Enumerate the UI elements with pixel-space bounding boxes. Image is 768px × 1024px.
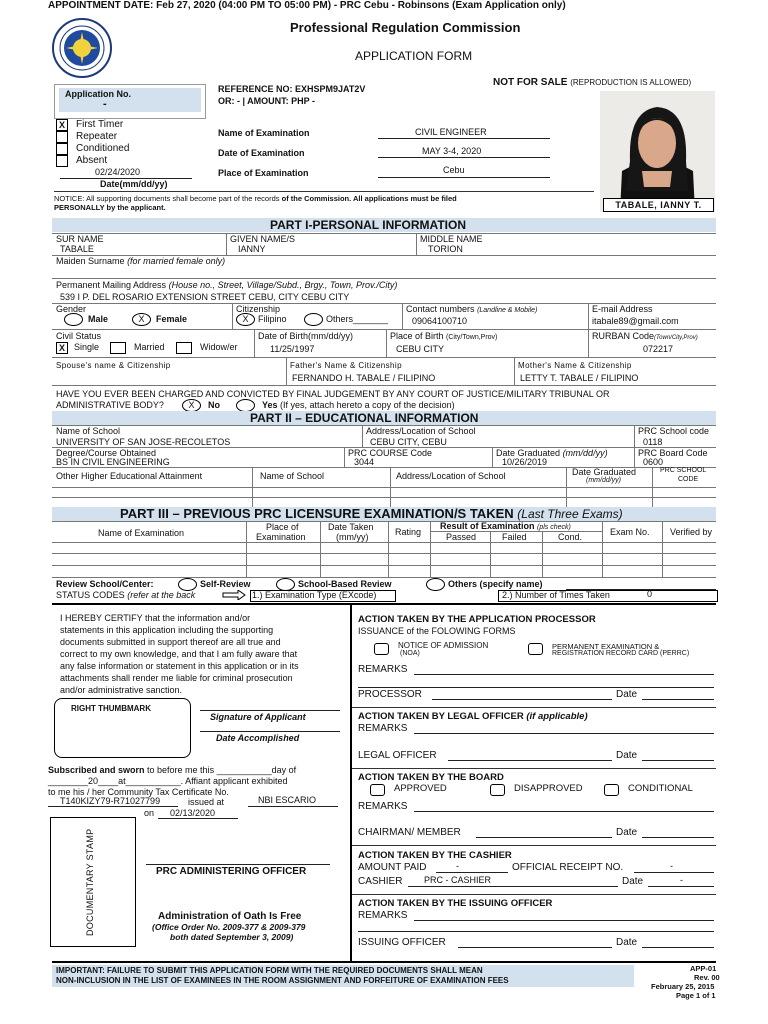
col-result: Result of Examination (pls check) xyxy=(440,521,571,531)
ctc-number: T140KIZY79-R71027799 xyxy=(60,796,161,806)
absent-checkbox[interactable] xyxy=(56,155,68,167)
status-exam-type: 1.) Examination Type (EXcode) xyxy=(252,590,377,600)
others-review-radio[interactable] xyxy=(426,578,445,591)
notice-line2: PERSONALLY by the applicant. xyxy=(54,203,166,212)
board-code-value: 0600 xyxy=(643,457,664,467)
board-date-label: Date xyxy=(616,827,638,838)
charged-no-label: No xyxy=(208,400,220,410)
contact-value: 09064100710 xyxy=(412,316,468,326)
form-page: Page 1 of 1 xyxy=(676,991,716,1000)
civil-status-label: Civil Status xyxy=(56,331,102,341)
email-label: E-mail Address xyxy=(592,304,653,314)
course-code-value: 3044 xyxy=(354,457,375,467)
perrc-label: PERMANENT EXAMINATION & xyxy=(552,642,660,651)
conditional-label: CONDITIONAL xyxy=(628,783,693,794)
col-exam-name: Name of Examination xyxy=(98,528,185,538)
notice-line1: NOTICE: All supporting documents shall become part of the records of the Commission. All applications must be filed xyxy=(54,194,457,203)
pob-value: CEBU CITY xyxy=(396,344,445,354)
pob-label: Place of Birth (City/Town,Prov) xyxy=(390,331,498,341)
appointment-line: APPOINTMENT DATE: Feb 27, 2020 (04:00 PM TO 05:00 PM) - PRC Cebu - Robinsons (Exam Application only) xyxy=(48,0,566,11)
grad-date-value: 10/26/2019 xyxy=(502,457,548,467)
chairman-label: CHAIRMAN/ MEMBER xyxy=(358,827,461,838)
receipt-label: OFFICIAL RECEIPT NO. xyxy=(512,862,624,873)
on-date: 02/13/2020 xyxy=(170,808,216,818)
col-place: Place of xyxy=(266,522,299,532)
reference-no: REFERENCE NO: EXHSPM9JAT2V xyxy=(218,84,366,94)
others-label: Others_______ xyxy=(326,314,389,324)
noa-checkbox[interactable] xyxy=(374,643,389,655)
approved-checkbox[interactable] xyxy=(370,784,385,796)
male-label: Male xyxy=(88,314,109,324)
board-code-label: PRC Board Code xyxy=(638,448,708,458)
prc-seal-logo xyxy=(52,18,112,78)
thumbmark-label: RIGHT THUMBMARK xyxy=(71,704,151,713)
cashier-title: ACTION TAKEN BY THE CASHIER xyxy=(358,850,512,861)
issuance-label: ISSUANCE of the FOLOWING FORMS xyxy=(358,626,516,636)
processor-remarks-label: REMARKS xyxy=(358,664,408,675)
documentary-stamp-label: DOCUMENTARY STAMP xyxy=(85,828,95,936)
board-title: ACTION TAKEN BY THE BOARD xyxy=(358,772,504,783)
thumbmark-box xyxy=(54,698,191,758)
dob-label: Date of Birth(mm/dd/yy) xyxy=(258,331,354,341)
exam-place-label: Place of Examination xyxy=(218,168,309,178)
date-filed-value: 02/24/2020 xyxy=(95,167,141,177)
degree-value: BS IN CIVIL ENGINEERING xyxy=(56,457,170,467)
course-code-label: PRC COURSE Code xyxy=(348,448,433,458)
col-verified: Verified by xyxy=(670,527,713,537)
conditioned-checkbox[interactable] xyxy=(56,143,68,155)
other-grad-note: (mm/dd/yy) xyxy=(586,477,621,484)
father-value: FERNANDO H. TABALE / FILIPINO xyxy=(292,373,436,383)
father-label: Father's Name & Citizenship xyxy=(290,361,402,370)
approved-label: APPROVED xyxy=(394,783,447,794)
school-address-value: CEBU CITY, CEBU xyxy=(370,437,447,447)
part1-title: PART I-PERSONAL INFORMATION xyxy=(270,218,466,232)
status-times-value: 0 xyxy=(647,589,653,599)
amount-paid-label: AMOUNT PAID xyxy=(358,862,427,873)
school-label: Name of School xyxy=(56,426,121,436)
administering-officer-label: PRC ADMINISTERING OFFICER xyxy=(156,866,307,877)
exam-date-label: Date of Examination xyxy=(218,148,305,158)
or-amount: OR: - | AMOUNT: PHP - xyxy=(218,96,316,106)
given-name-label: GIVEN NAME/S xyxy=(230,234,296,244)
mother-value: LETTY T. TABALE / FILIPINO xyxy=(520,373,639,383)
certify-text: I HEREBY CERTIFY that the information and/or statements in this application including the supporting documents submitted in support thereof are all true and correct to my own knowledge, and that I am fully aware that any false information or statement in this application or in its attachments shall render me liable for criminal prosecution and/or administrative sanction. xyxy=(60,613,299,695)
col-place-2: Examination xyxy=(256,532,306,542)
others-radio[interactable] xyxy=(304,313,323,326)
signature-label: Signature of Applicant xyxy=(210,712,306,722)
rurban-label: RURBAN Code(Town/City,Prov) xyxy=(592,331,698,341)
male-radio[interactable] xyxy=(64,313,83,326)
form-title: APPLICATION FORM xyxy=(355,49,473,63)
grad-date-label: Date Graduated (mm/dd/yy) xyxy=(496,448,608,458)
exam-place-value: Cebu xyxy=(443,165,465,175)
middle-name-label: MIDDLE NAME xyxy=(420,234,483,244)
documentary-stamp-box xyxy=(50,817,136,947)
charged-question-2: ADMINISTRATIVE BODY? xyxy=(56,400,164,410)
cashier-date-value: - xyxy=(680,875,683,885)
processor-label: PROCESSOR xyxy=(358,689,422,700)
female-radio[interactable]: X xyxy=(132,313,151,326)
middle-name-value: TORION xyxy=(428,244,463,254)
col-cond: Cond. xyxy=(558,532,583,542)
important-line-2: NON-INCLUSION IN THE LIST OF EXAMINEES IN THE ROOM ASSIGNMENT AND FORFEITURE OF EXAMINATION FEES xyxy=(56,976,509,985)
oath-note-1: (Office Order No. 2009-377 & 2009-379 xyxy=(152,922,306,932)
exam-name-label: Name of Examination xyxy=(218,128,310,138)
status-codes-label: STATUS CODES (refer at the back xyxy=(56,590,196,600)
other-school-code-label: PRC SCHOOL xyxy=(660,467,707,474)
part3-title: PART III – PREVIOUS PRC LICENSURE EXAMINATION/S TAKEN (Last Three Exams) xyxy=(120,506,623,521)
issuing-date-label: Date xyxy=(616,937,638,948)
not-for-sale: NOT FOR SALE (REPRODUCTION IS ALLOWED) xyxy=(493,77,692,88)
self-review-label: Self-Review xyxy=(200,579,251,589)
noa-short: (NOA) xyxy=(400,650,420,657)
processor-title: ACTION TAKEN BY THE APPLICATION PROCESSOR xyxy=(358,614,596,625)
citizenship-label: Citizenship xyxy=(236,304,281,314)
other-grad-label: Date Graduated xyxy=(572,467,637,477)
other-school-code-label-2: CODE xyxy=(678,476,699,483)
legal-officer-label: LEGAL OFFICER xyxy=(358,750,437,761)
col-rating: Rating xyxy=(395,527,422,537)
married-label: Married xyxy=(134,342,165,352)
prc-school-code-value: 0118 xyxy=(643,437,663,447)
noa-label: NOTICE OF ADMISSION xyxy=(398,641,489,650)
female-label: Female xyxy=(156,314,188,324)
issuing-officer-label: ISSUING OFFICER xyxy=(358,937,446,948)
date-accomplished-label: Date Accomplished xyxy=(216,733,300,743)
receipt-value: - xyxy=(670,861,673,871)
important-line-1: IMPORTANT: FAILURE TO SUBMIT THIS APPLICATION FORM WITH THE REQUIRED DOCUMENTS SHALL MEAN xyxy=(56,966,483,975)
status-times-taken: 2.) Number of Times Taken xyxy=(502,590,610,600)
filipino-label: Filipino xyxy=(258,314,287,324)
legal-title: ACTION TAKEN BY LEGAL OFFICER (if applicable) xyxy=(358,711,588,722)
contact-label: Contact numbers (Landline & Mobile) xyxy=(406,304,538,314)
other-address-label: Address/Location of School xyxy=(396,471,506,481)
exam-name-value: CIVIL ENGINEER xyxy=(415,127,487,137)
maiden-label: Maiden Surname (for married female only) xyxy=(56,256,226,266)
charged-yes-label: Yes (If yes, attach hereto a copy of the decision) xyxy=(262,400,455,410)
gender-label: Gender xyxy=(56,304,87,314)
issuing-title: ACTION TAKEN BY THE ISSUING OFFICER xyxy=(358,898,553,909)
application-no-value: - xyxy=(103,98,107,110)
exam-date-value: MAY 3-4, 2020 xyxy=(422,146,482,156)
legal-remarks-label: REMARKS xyxy=(358,723,408,734)
school-value: UNIVERSITY OF SAN JOSE-RECOLETOS xyxy=(56,437,231,447)
address-value: 539 I P. DEL ROSARIO EXTENSION STREET CEBU, CITY CEBU CITY xyxy=(60,292,350,302)
conditioned-label: Conditioned xyxy=(76,143,130,154)
first-timer-checkbox[interactable]: X xyxy=(56,119,68,131)
cashier-label: CASHIER xyxy=(358,876,403,887)
widow-checkbox[interactable] xyxy=(176,342,192,354)
col-date-2: (mm/yy) xyxy=(336,532,369,542)
disapproved-checkbox[interactable] xyxy=(490,784,505,796)
repeater-label: Repeater xyxy=(76,131,118,142)
email-value: itabale89@gmail.com xyxy=(592,316,679,326)
issued-at-label: issued at xyxy=(188,797,225,807)
oath-note-2: both dated September 3, 2009) xyxy=(170,932,294,942)
degree-label: Degree/Course Obtained xyxy=(56,448,157,458)
filipino-radio[interactable]: X xyxy=(236,313,255,326)
perrc-label-2: REGISTRATION RECORD CARD (PERRC) xyxy=(552,650,690,657)
mother-label: Mother's Name & Citizenship xyxy=(518,361,632,370)
col-failed: Failed xyxy=(502,532,527,542)
disapproved-label: DISAPPROVED xyxy=(514,783,583,794)
single-label: Single xyxy=(74,342,100,352)
spouse-label: Spouse's name & Citizenship xyxy=(56,361,171,370)
col-date: Date Taken xyxy=(328,522,374,532)
address-label: Permanent Mailing Address (House no., Street, Village/Subd., Brgy., Town, Prov./City) xyxy=(56,280,398,290)
legal-date-label: Date xyxy=(616,750,638,761)
application-no-label: Application No. xyxy=(65,89,131,99)
dob-value: 11/25/1997 xyxy=(270,344,315,354)
school-review-label: School-Based Review xyxy=(298,579,392,589)
first-timer-label: First Timer xyxy=(76,119,124,130)
oath-free-label: Administration of Oath Is Free xyxy=(158,911,302,922)
applicant-photo xyxy=(600,91,715,212)
repeater-checkbox[interactable] xyxy=(56,131,68,143)
other-education-label: Other Higher Educational Attainment xyxy=(56,471,203,481)
col-passed: Passed xyxy=(446,532,477,542)
review-label: Review School/Center: xyxy=(56,579,154,589)
charged-no-radio[interactable]: X xyxy=(182,399,201,412)
prc-school-code-label: PRC School code xyxy=(638,426,710,436)
conditional-checkbox[interactable] xyxy=(604,784,619,796)
surname-label: SUR NAME xyxy=(56,234,104,244)
times-taken-box xyxy=(498,590,718,602)
arrow-right-icon xyxy=(222,590,246,602)
cashier-value: PRC - CASHIER xyxy=(424,875,492,885)
perrc-checkbox[interactable] xyxy=(528,643,543,655)
widow-label: Widow/er xyxy=(200,342,238,352)
others-review-label: Others (specify name) xyxy=(448,579,543,589)
rurban-value: 072217 xyxy=(643,344,674,354)
date-filed-label: Date(mm/dd/yy) xyxy=(100,179,168,189)
amount-paid-value: - xyxy=(456,861,459,871)
absent-label: Absent xyxy=(76,155,108,166)
form-rev: Rev. 00 xyxy=(694,973,720,982)
col-exam-no: Exam No. xyxy=(610,527,650,537)
sworn-text: Subscribed and sworn to before me this ___________day of ________20____at___________. Affiant applicant exhibited to me his / her Community Tax Certificate No. xyxy=(48,765,297,797)
single-checkbox[interactable]: X xyxy=(56,342,68,354)
cashier-date-label: Date xyxy=(622,876,644,887)
nbi-location: NBI ESCARIO xyxy=(258,795,317,805)
given-name-value: IANNY xyxy=(238,244,266,254)
married-checkbox[interactable] xyxy=(110,342,126,354)
charged-question-1: HAVE YOU EVER BEEN CHARGED AND CONVICTED BY FINAL JUDGEMENT BY ANY COURT OF JUSTICE/MILITARY TRIBUNAL OR xyxy=(56,389,610,399)
photo-caption: TABALE, IANNY T. xyxy=(603,198,714,212)
processor-date-label: Date xyxy=(616,689,638,700)
school-address-label: Address/Location of School xyxy=(366,426,476,436)
form-date: February 25, 2015 xyxy=(651,982,715,991)
application-no-box xyxy=(54,84,206,119)
form-code: APP-01 xyxy=(690,964,717,973)
part2-title: PART II – EDUCATIONAL INFORMATION xyxy=(250,411,479,425)
other-school-label: Name of School xyxy=(260,471,325,481)
board-remarks-label: REMARKS xyxy=(358,801,408,812)
agency-name: Professional Regulation Commission xyxy=(290,20,521,35)
surname-value: TABALE xyxy=(60,244,94,254)
on-label: on xyxy=(144,808,155,818)
issuing-remarks-label: REMARKS xyxy=(358,910,408,921)
exam-type-box xyxy=(250,590,396,602)
